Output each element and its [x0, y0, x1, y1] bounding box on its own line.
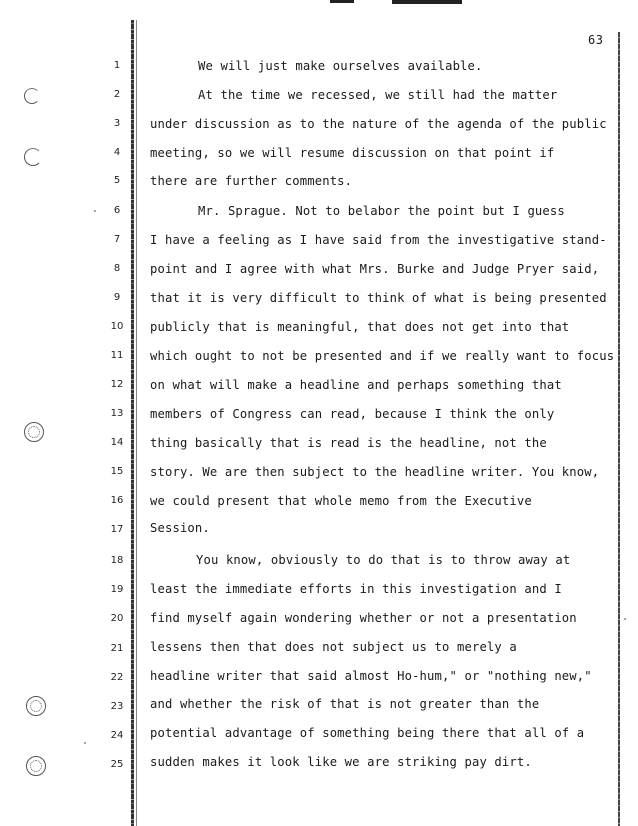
transcript-line: story. We are then subject to the headline writer. You know,	[150, 465, 600, 479]
transcript-line: least the immediate efforts in this investigation and I	[150, 582, 562, 596]
transcript-line: headline writer that said almost Ho-hum," or "nothing new,"	[150, 669, 592, 683]
transcript-line: I have a feeling as I have said from the investigative stand-	[150, 233, 607, 247]
transcript-line: we could present that whole memo from the Executive	[150, 494, 532, 508]
line-number: 7	[113, 234, 121, 245]
line-number: 23	[110, 701, 124, 712]
line-number: 17	[110, 524, 124, 535]
line-number: 10	[110, 321, 124, 332]
line-number: 19	[110, 584, 124, 595]
transcript-line: At the time we recessed, we still had the matter	[198, 88, 558, 102]
binder-hole-mark	[24, 148, 42, 166]
transcript-line: on what will make a headline and perhaps something that	[150, 378, 562, 392]
transcript-line: there are further comments.	[150, 174, 353, 188]
transcript-line: You know, obviously to do that is to throw away at	[196, 553, 571, 567]
line-number: 18	[110, 555, 124, 566]
transcript-line: under discussion as to the nature of the agenda of the public	[150, 117, 607, 131]
binder-hole-mark	[26, 696, 46, 716]
transcript-line: find myself again wondering whether or not a presentation	[150, 611, 577, 625]
line-number: 21	[110, 643, 124, 654]
transcript-line: Mr. Sprague. Not to belabor the point but I guess	[198, 204, 565, 218]
binder-hole-mark	[24, 422, 44, 442]
line-number: 2	[113, 89, 121, 100]
transcript-line: thing basically that is read is the headline, not the	[150, 436, 547, 450]
transcript-line: lessens then that does not subject us to merely a	[150, 640, 517, 654]
line-number: 22	[110, 672, 124, 683]
scan-speck	[94, 210, 96, 212]
transcript-line: and whether the risk of that is not greater than the	[150, 697, 540, 711]
scan-speck	[84, 742, 86, 744]
line-number: 8	[113, 263, 121, 274]
line-number: 25	[110, 759, 124, 770]
line-number: 3	[113, 118, 121, 129]
right-margin-rule	[618, 32, 620, 826]
binder-hole-mark	[24, 88, 40, 104]
left-margin-rule-inner	[136, 20, 137, 826]
line-number: 24	[110, 730, 124, 741]
transcript-line: sudden makes it look like we are striking pay dirt.	[150, 755, 532, 769]
line-number: 11	[110, 350, 124, 361]
transcript-line: meeting, so we will resume discussion on that point if	[150, 146, 555, 160]
transcript-line: Session.	[150, 521, 210, 535]
binder-hole-mark	[26, 756, 46, 776]
transcript-line: which ought to not be presented and if we really want to focus	[150, 349, 615, 363]
line-number: 9	[113, 292, 121, 303]
top-edge-mark	[330, 0, 354, 3]
transcript-line: potential advantage of something being there that all of a	[150, 726, 585, 740]
line-number: 1	[113, 60, 121, 71]
line-number: 15	[110, 466, 124, 477]
scan-speck	[624, 618, 626, 620]
page-number: 63	[588, 33, 604, 47]
line-number: 14	[110, 437, 124, 448]
line-number: 12	[110, 379, 124, 390]
line-number: 16	[110, 495, 124, 506]
line-number: 13	[110, 408, 124, 419]
line-number: 5	[113, 175, 121, 186]
line-number: 4	[113, 147, 121, 158]
transcript-line: members of Congress can read, because I think the only	[150, 407, 555, 421]
transcript-line: point and I agree with what Mrs. Burke and Judge Pryer said,	[150, 262, 600, 276]
line-number: 6	[113, 205, 121, 216]
line-number: 20	[110, 613, 124, 624]
transcript-line: that it is very difficult to think of what is being presented	[150, 291, 607, 305]
transcript-line: publicly that is meaningful, that does not get into that	[150, 320, 570, 334]
top-edge-mark	[392, 0, 462, 4]
transcript-line: We will just make ourselves available.	[198, 59, 483, 73]
left-margin-rule	[131, 20, 134, 826]
